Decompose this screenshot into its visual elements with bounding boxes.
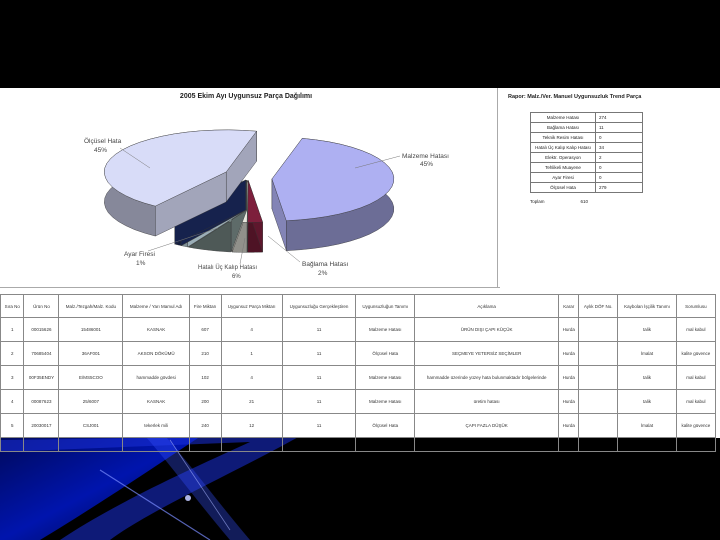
- table-cell: Malzeme Hatası: [356, 390, 415, 414]
- summary-row: [531, 123, 643, 133]
- callout-baglama-pct: 2%: [318, 270, 328, 277]
- callout-ayar-label: Ayar Firesi: [124, 251, 155, 258]
- table-cell: [282, 438, 356, 452]
- table-cell: 15486001: [59, 318, 123, 342]
- table-cell: 00015626: [24, 318, 59, 342]
- table-cell: [579, 318, 618, 342]
- summary-row-value: 2: [596, 153, 643, 163]
- summary-total-label: Toplam: [530, 199, 545, 204]
- table-cell: [579, 342, 618, 366]
- callout-olcusel-label: Ölçüsel Hata: [84, 138, 122, 145]
- table-cell: 102: [189, 366, 221, 390]
- table-cell: Hurda: [559, 366, 579, 390]
- summary-row-value: 0: [596, 163, 643, 173]
- summary-total-value: 610: [580, 199, 589, 204]
- table-cell: [618, 438, 677, 452]
- callout-ayar-pct: 1%: [136, 260, 146, 267]
- summary-total: [530, 199, 658, 204]
- table-cell: 11: [282, 366, 356, 390]
- callout-olcusel-pct: 45%: [94, 147, 108, 154]
- summary-row-value: 279: [596, 183, 643, 193]
- table-cell: [676, 438, 715, 452]
- chart-title: 2005 Ekim Ayı Uygunsuz Parça Dağılımı: [179, 93, 313, 100]
- callout-ucKalip: [198, 264, 257, 280]
- table-cell: talik: [618, 366, 677, 390]
- summary-row-label: Tehlikeli Muayene: [531, 163, 596, 173]
- table-cell: 11: [282, 390, 356, 414]
- table-header-cell: Fire Miktarı: [189, 295, 221, 318]
- summary-row-label: Bağlama Hatası: [531, 123, 596, 133]
- table-header-cell: Uygunsuzluğu Gerçekleştiren: [282, 295, 356, 318]
- table-header-cell: Kaybolan İşçilik Tanımı: [618, 295, 677, 318]
- table-cell: 11: [282, 342, 356, 366]
- summary-row-label: Ayar Firesi: [531, 173, 596, 183]
- summary-row-label: Malzeme Hatası: [531, 113, 596, 123]
- table-cell: Hurda: [559, 390, 579, 414]
- callout-baglama-label: Bağlama Hatası: [302, 261, 349, 268]
- table-cell: 36AF001: [59, 342, 123, 366]
- summary-row: [531, 163, 643, 173]
- table-cell: [59, 438, 123, 452]
- chart-bottom-rule: [0, 287, 500, 288]
- table-cell: 240: [189, 414, 221, 438]
- callout-ayar: [124, 251, 155, 267]
- table-cell: [123, 438, 189, 452]
- table-header-cell: Açıklama: [415, 295, 559, 318]
- table-cell: 1: [221, 342, 282, 366]
- table-cell: 20030017: [24, 414, 59, 438]
- table-cell: 12: [221, 414, 282, 438]
- table-cell: 5: [1, 414, 24, 438]
- summary-row-label: Teknik Resim Hatası: [531, 133, 596, 143]
- table-cell: talik: [618, 318, 677, 342]
- table-row: [1, 366, 716, 390]
- table-cell: 4: [1, 390, 24, 414]
- table-cell: E/MS5COO: [59, 366, 123, 390]
- table-cell: [579, 414, 618, 438]
- summary-row-value: 34: [596, 143, 643, 153]
- pie-slice: [272, 138, 394, 250]
- table-cell: [189, 438, 221, 452]
- table-cell: 4: [221, 366, 282, 390]
- summary-row: [531, 113, 643, 123]
- table-cell: 21: [221, 390, 282, 414]
- table-header-cell: Sıra No: [1, 295, 24, 318]
- table-header-cell: Sorumlusu: [676, 295, 715, 318]
- table-cell: hammadde üzerinde yüzey hata bulunmaktadır bölgelerinde: [415, 366, 559, 390]
- callout-ucKalip-label: Hatalı Üç Kalıp Hatası: [198, 265, 258, 271]
- table-cell: talik: [618, 390, 677, 414]
- table-cell: Malzeme Hatası: [356, 366, 415, 390]
- table-cell: CSJ001: [59, 414, 123, 438]
- table-cell: 4: [221, 318, 282, 342]
- nonconformity-table: [0, 294, 716, 452]
- table-cell: mal kabul: [676, 366, 715, 390]
- table-cell: Hurda: [559, 342, 579, 366]
- table-cell: 00087623: [24, 390, 59, 414]
- table-header-cell: Malzeme / Yarı Mamul Adı: [123, 295, 189, 318]
- table-row-empty: [1, 438, 716, 452]
- table-cell: [356, 438, 415, 452]
- callout-malzeme-pct: 45%: [420, 161, 434, 168]
- table-cell: İmalat: [618, 342, 677, 366]
- summary-row-value: 11: [596, 123, 643, 133]
- table-cell: Ölçüsel Hata: [356, 342, 415, 366]
- table-cell: [579, 390, 618, 414]
- report-panel: [0, 88, 720, 438]
- table-cell: 607: [189, 318, 221, 342]
- table-header-cell: Ürün No: [24, 295, 59, 318]
- table-header-cell: Uygunsuzluğun Tanımı: [356, 295, 415, 318]
- summary-panel: [508, 94, 658, 204]
- summary-row-label: Ölçüsel Hata: [531, 183, 596, 193]
- pie-slice: [248, 180, 263, 252]
- table-cell: üretim hatası: [415, 390, 559, 414]
- table-header-cell: Malz./Tezgah/Malz. Kodu: [59, 295, 123, 318]
- table-cell: [24, 438, 59, 452]
- summary-row-value: 274: [596, 113, 643, 123]
- callout-olcusel: [84, 137, 122, 154]
- table-cell: ÜRÜN DIŞI ÇAPI KÜÇÜK: [415, 318, 559, 342]
- table-header-row: [1, 295, 716, 318]
- table-cell: Malzeme Hatası: [356, 318, 415, 342]
- table-header-cell: Aylık DÖF No.: [579, 295, 618, 318]
- table-cell: 3: [1, 366, 24, 390]
- table-cell: [559, 438, 579, 452]
- table-cell: KASNAK: [123, 318, 189, 342]
- table-cell: AKSON DÖKÜMÜ: [123, 342, 189, 366]
- table-row: [1, 390, 716, 414]
- table-cell: 210: [189, 342, 221, 366]
- summary-row-value: 0: [596, 133, 643, 143]
- table-cell: mal kabul: [676, 390, 715, 414]
- summary-table: [530, 112, 643, 193]
- pie-slices: [104, 130, 394, 253]
- table-cell: KASNAK: [123, 390, 189, 414]
- table-cell: [579, 366, 618, 390]
- table-cell: hammadde gövdesi: [123, 366, 189, 390]
- table-cell: Ölçüsel Hata: [356, 414, 415, 438]
- table-cell: mal kabul: [676, 318, 715, 342]
- chart-right-rule: [497, 88, 498, 288]
- callout-ucKalip-pct: 6%: [232, 274, 241, 280]
- callout-malzeme-label: Malzeme Hatası: [402, 153, 449, 160]
- table-cell: 11: [282, 318, 356, 342]
- summary-row: [531, 183, 643, 193]
- table-cell: tekerlek mili: [123, 414, 189, 438]
- table-cell: kalite güvence: [676, 414, 715, 438]
- table-row: [1, 318, 716, 342]
- summary-row: [531, 133, 643, 143]
- summary-row-label: Hatalı Üç Kalıp Kalıp Hatası: [531, 143, 596, 153]
- summary-row-label: Elektr. Operasyon: [531, 153, 596, 163]
- table-cell: ÇAPI FAZLA DÜŞÜK: [415, 414, 559, 438]
- table-cell: 00F35ENDY: [24, 366, 59, 390]
- table-cell: Hurda: [559, 318, 579, 342]
- table-cell: Hurda: [559, 414, 579, 438]
- table-cell: 200: [189, 390, 221, 414]
- table-cell: [579, 438, 618, 452]
- summary-row: [531, 153, 643, 163]
- table-cell: İmalat: [618, 414, 677, 438]
- summary-row: [531, 143, 643, 153]
- table-cell: 70685404: [24, 342, 59, 366]
- table-cell: kalite güvence: [676, 342, 715, 366]
- table-cell: 11: [282, 414, 356, 438]
- table-cell: SEÇMEYE YETERSİZ SEÇİMLER: [415, 342, 559, 366]
- callout-baglama: [302, 261, 348, 277]
- pie-slice-top: [248, 180, 263, 222]
- table-row: [1, 414, 716, 438]
- callout-malzeme: [402, 153, 449, 168]
- summary-row-value: 0: [596, 173, 643, 183]
- summary-title: Rapor: Malz./Ver. Manuel Uygunsuzluk Trend Parça: [508, 94, 642, 100]
- table-cell: [415, 438, 559, 452]
- table-cell: [1, 438, 24, 452]
- table-cell: 2: [1, 342, 24, 366]
- summary-row: [531, 173, 643, 183]
- table-header-cell: Uygunsuz Parça Miktarı: [221, 295, 282, 318]
- table-cell: [221, 438, 282, 452]
- table-header-cell: Karar: [559, 295, 579, 318]
- pie-chart: [0, 88, 500, 288]
- table-row: [1, 342, 716, 366]
- table-cell: 25/6007: [59, 390, 123, 414]
- table-cell: 1: [1, 318, 24, 342]
